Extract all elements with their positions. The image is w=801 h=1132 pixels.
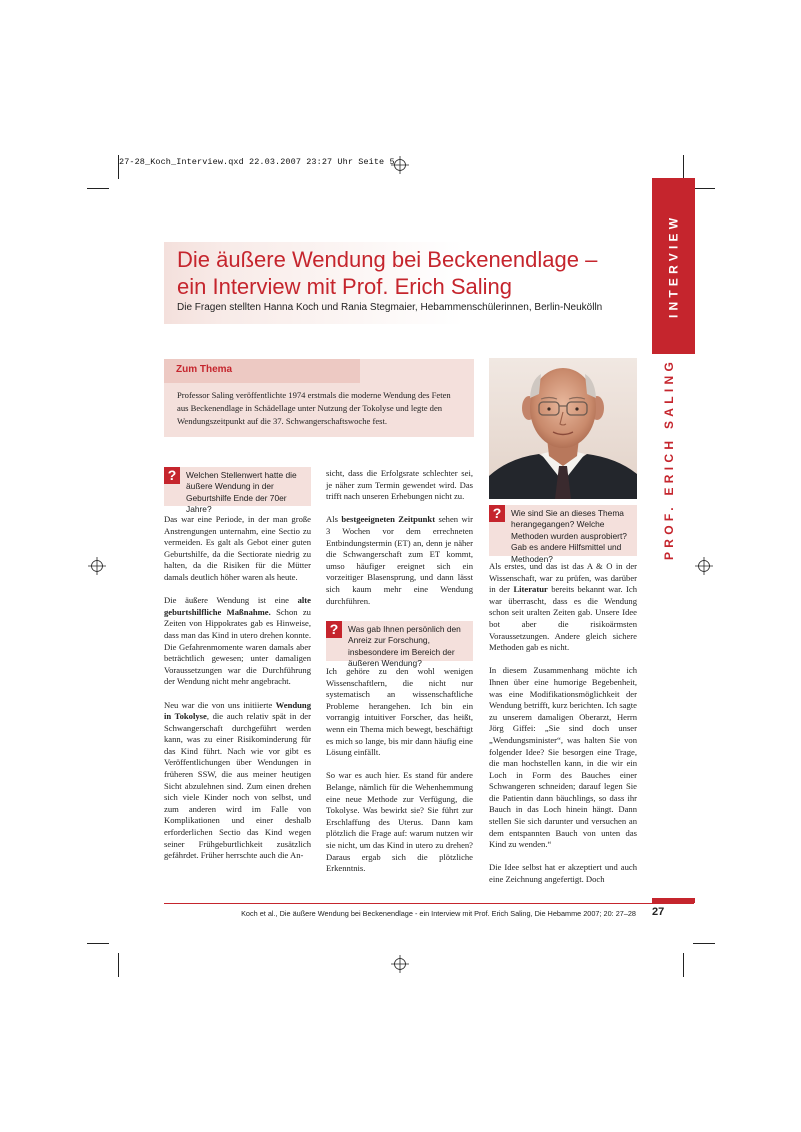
question-box <box>489 505 637 564</box>
paragraph: Das war eine Periode, in der man große Anstrengungen unternahm, eine Sectio zu vermeiden. Es galt als Gebot einer guten Geburtshilfe, da die Sectiorate niedrig zu halten, da die Risiken für die Mütter damals deutlich höher waren als heute. <box>164 514 311 582</box>
question-mark-icon: ? <box>164 467 180 484</box>
question-box <box>164 467 311 515</box>
title-line-1: Die äußere Wendung bei Beckenendlage – <box>177 247 598 272</box>
question-text: Welchen Stellenwert hatte die äußere Wendung in der Geburtshilfe Ende der 70er Jahre? <box>186 470 297 515</box>
text-column-2b <box>326 666 473 886</box>
paragraph: Die Idee selbst hat er akzeptiert und auch eine Zeichnung angefertigt. Doch <box>489 862 637 885</box>
paragraph: Ich gehöre zu den wohl wenigen Wissenschaftlern, die nicht nur systematisch an wissenschaftliche Probleme herangehen. Ich bin ein vorrangig intuitiver Forscher, das heißt, wenn ein Thema mich bewegt, beschäftigt es mich so lange, bis mir dann häufig eine Lösung einfällt. <box>326 666 473 758</box>
paragraph: In diesem Zusammenhang möchte ich Ihnen über eine humorige Begebenheit, was eine Modifikationsmöglichkeit der Wendung betrifft, kurz berichten. Ich sagte zu unserem damaligen Oberarzt, Herrn Jörg Giffei: „Sie sind doch unser „Wendungsminister“, was halten Sie von folgender Idee? Sie besorgen eine Trage, die man hochstellen kann, in die wir ein Loch in Form des Bauches einer Schwangeren schneiden; darauf legen Sie die Patientin dann bäuchlings, so dass ihr Bauch in das Loch hinein hängt. Dann stellen Sie sich darunter und versuchen an dem entspannten Bauch von unten das Kind zu wenden.“ <box>489 665 637 850</box>
title-line-2: ein Interview mit Prof. Erich Saling <box>177 274 513 299</box>
person-label: PROF. ERICH SALING <box>662 357 676 561</box>
question-mark-icon: ? <box>326 621 342 638</box>
topic-text: Professor Saling veröffentlichte 1974 erstmals die moderne Wendung des Feten aus Beckenendlage in Schädellage unter Nutzung der Tokolyse und legte den Wendungszeitpunkt auf die 37. Schwangerschaftswoche fest. <box>177 390 451 426</box>
topic-heading-bar <box>164 359 360 383</box>
registration-mark-icon <box>695 557 713 575</box>
crop-mark <box>683 155 684 179</box>
text-column-2 <box>326 468 473 619</box>
question-box <box>326 621 473 669</box>
text-column-3 <box>489 561 637 897</box>
article-byline: Die Fragen stellten Hanna Koch und Rania Stegmaier, Hebammenschülerinnen, Berlin-Neukölln <box>177 302 603 313</box>
paragraph: So war es auch hier. Es stand für andere Belange, nämlich für die Wehenhemmung eine neue Methode zur Verfügung, die Tokolyse. Was bewirkt sie? Sie führt zur Erschlaffung des Uterus. Dann kam plötzlich die Frage auf: warum nutzen wir sie nicht, um das Kind in utero zu drehen? Daraus ergab sich die plötzliche Erkenntnis. <box>326 770 473 874</box>
footer-rule <box>164 903 694 904</box>
crop-mark <box>87 943 109 944</box>
paragraph: Neu war die von uns initiierte Wendung in Tokolyse, die auch relativ spät in der Schwangerschaft durchgeführt werden kann, was zu einer Risikominderung für das Kind führt. Nach wie vor gibt es Veröffentlichungen über Wendungen in früheren SSW, die aus meiner heutigen Sicht abzulehnen sind. Zum einen drehen sich viele Kinder noch von selbst, und zum anderen wird im Falle von Komplikationen und einer deshalb erforderlichen Sectio das Kind wegen seiner Frühgeburtlichkeit zusätzlich gefährdet. Früher herrschte auch die An- <box>164 699 311 861</box>
paragraph: Als bestgeeigneten Zeitpunkt sehen wir 3 Wochen vor dem errechneten Entbindungstermin (ET) an, denn je näher die Schwangerschaft zum ET kommt, umso häufiger ereignet sich ein vorzeitiger Blasensprung, und dann lässt sich kaum mehr eine Wendung durchführen. <box>326 514 473 606</box>
crop-mark <box>87 188 109 189</box>
question-text: Wie sind Sie an dieses Thema herangegangen? Welche Methoden wurden ausprobiert? Gab es andere Hilfsmittel und Methoden? <box>511 508 627 564</box>
crop-mark <box>118 953 119 977</box>
print-slug: 27-28_Koch_Interview.qxd 22.03.2007 23:27 Uhr Seite 5 <box>119 157 395 167</box>
paragraph: Als erstes, und das ist das A & O in der Wissenschaft, war zu prüfen, was darüber in der Literatur bereits bekannt war. Ich war überrascht, dass es die Wendung schon seit uralten Zeiten gab. Unsere Idee bot aber die risikoärmsten Voraussetzungen. Andere gleich sichere Methoden gab es nicht. <box>489 561 637 653</box>
question-text: Was gab Ihnen persönlich den Anreiz zur Forschung, insbesondere im Bereich der äußeren Wendung? <box>348 624 461 669</box>
question-mark-icon: ? <box>489 505 505 522</box>
article-title <box>177 246 647 300</box>
crop-mark <box>693 188 715 189</box>
page-number: 27 <box>652 906 665 918</box>
crop-mark <box>693 943 715 944</box>
portrait-photo <box>489 358 637 499</box>
topic-heading: Zum Thema <box>176 364 233 375</box>
crop-mark <box>683 953 684 977</box>
section-tab <box>652 178 695 354</box>
section-label: INTERVIEW <box>666 213 681 319</box>
paragraph: Die äußere Wendung ist eine alte geburtshilfliche Maßnahme. Schon zu Zeiten von Hippokrates gab es Hinweise, dass man das Kind in utero drehen konnte. Die Gefahrenmomente waren damals aber beträchtlich gewesen; unter damaligen Voraussetzungen war die Durchführung der Wendung nicht mehr angebracht. <box>164 595 311 687</box>
footer-citation: Koch et al., Die äußere Wendung bei Beckenendlage - ein Interview mit Prof. Erich Saling, Die Hebamme 2007; 20: 27–28 <box>241 909 636 918</box>
paragraph: sicht, dass die Erfolgsrate schlechter sei, je näher zum Termin gewendet wird. Das trifft nach unseren Erhebungen nicht zu. <box>326 468 473 502</box>
registration-mark-icon <box>391 955 409 973</box>
registration-mark-icon <box>88 557 106 575</box>
text-column-1 <box>164 514 311 873</box>
